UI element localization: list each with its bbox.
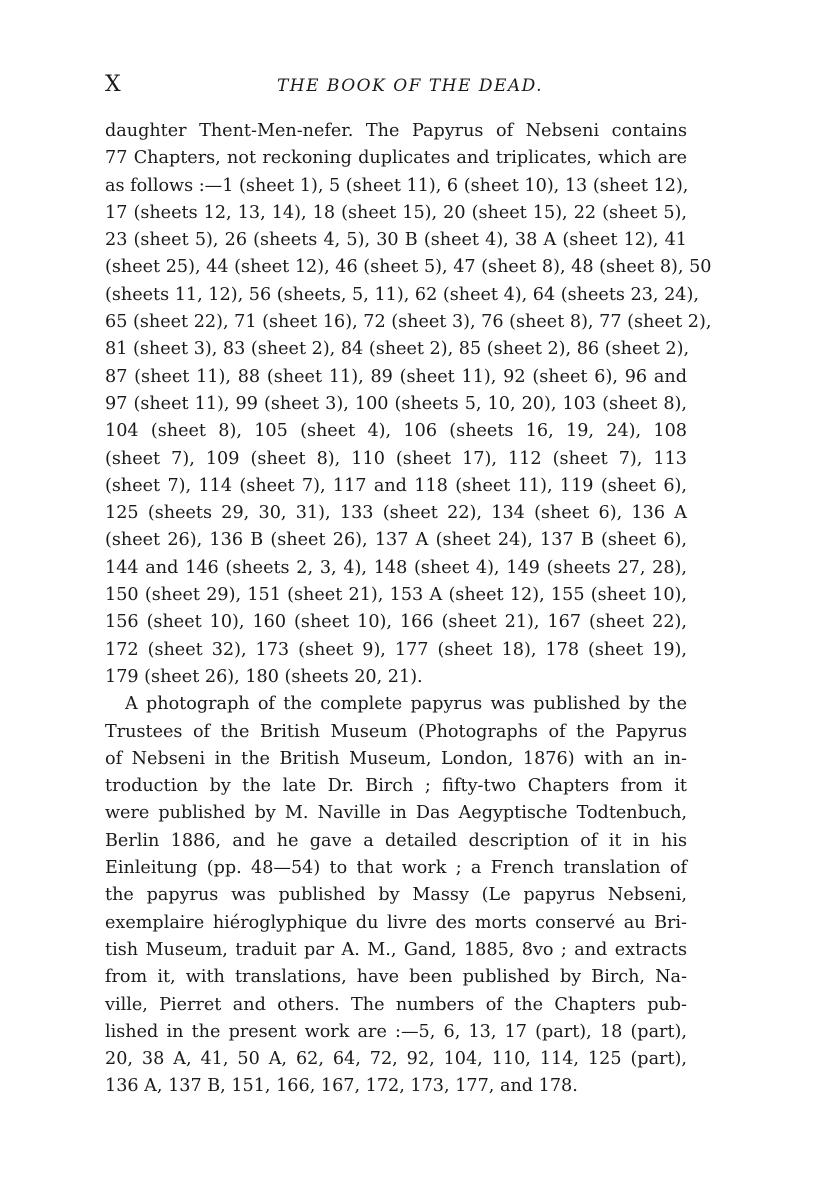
text-line: 150 (sheet 29), 151 (sheet 21), 153 A (sheet 12), 155 (sheet 10), xyxy=(105,585,687,606)
text-line: from it, with translations, have been published by Birch, Na- xyxy=(105,967,687,988)
text-line: (sheet 7), 114 (sheet 7), 117 and 118 (sheet 11), 119 (sheet 6), xyxy=(105,475,687,496)
text-line: 17 (sheets 12, 13, 14), 18 (sheet 15), 20 (sheet 15), 22 (sheet 5), xyxy=(105,202,687,223)
text-line: 20, 38 A, 41, 50 A, 62, 64, 72, 92, 104, 110, 114, 125 (part), xyxy=(105,1049,687,1070)
body-text xyxy=(105,118,712,1101)
text-line: 179 (sheet 26), 180 (sheets 20, 21). xyxy=(105,666,423,687)
text-line: of Nebseni in the British Museum, London, 1876) with an in- xyxy=(105,748,687,769)
text-line: tish Museum, traduit par A. M., Gand, 1885, 8vo ; and extracts xyxy=(105,939,687,960)
text-line: 23 (sheet 5), 26 (sheets 4, 5), 30 B (sheet 4), 38 A (sheet 12), 41 xyxy=(105,230,687,251)
text-line: 81 (sheet 3), 83 (sheet 2), 84 (sheet 2), 85 (sheet 2), 86 (sheet 2), xyxy=(105,339,690,360)
text-line: 125 (sheets 29, 30, 31), 133 (sheet 22), 134 (sheet 6), 136 A xyxy=(105,503,687,524)
text-line: troduction by the late Dr. Birch ; fifty-two Chapters from it xyxy=(105,776,687,797)
text-line: exemplaire hiéroglyphique du livre des morts conservé au Bri- xyxy=(105,912,687,933)
text-line: were published by M. Naville in Das Aegyptische Todtenbuch, xyxy=(105,803,687,824)
text-line: A photograph of the complete papyrus was published by the xyxy=(125,694,687,715)
text-line: 87 (sheet 11), 88 (sheet 11), 89 (sheet 11), 92 (sheet 6), 96 and xyxy=(105,366,687,387)
paragraph-chapter-list xyxy=(105,118,712,691)
text-line: ville, Pierret and others. The numbers of the Chapters pub- xyxy=(105,994,687,1015)
text-line: lished in the present work are :—5, 6, 13, 17 (part), 18 (part), xyxy=(105,1021,687,1042)
text-line: 97 (sheet 11), 99 (sheet 3), 100 (sheets 5, 10, 20), 103 (sheet 8), xyxy=(105,393,687,414)
text-line: 136 A, 137 B, 151, 166, 167, 172, 173, 177, and 178. xyxy=(105,1076,578,1097)
text-line: 144 and 146 (sheets 2, 3, 4), 148 (sheet 4), 149 (sheets 27, 28), xyxy=(105,557,687,578)
text-line: the papyrus was published by Massy (Le papyrus Nebseni, xyxy=(105,885,687,906)
text-line: 156 (sheet 10), 160 (sheet 10), 166 (sheet 21), 167 (sheet 22), xyxy=(105,612,687,633)
text-line: 172 (sheet 32), 173 (sheet 9), 177 (sheet 18), 178 (sheet 19), xyxy=(105,639,687,660)
page-number: X xyxy=(105,72,122,97)
text-line: Berlin 1886, and he gave a detailed description of it in his xyxy=(105,830,687,851)
text-line: 77 Chapters, not reckoning duplicates and triplicates, which are xyxy=(105,148,687,169)
text-line: 104 (sheet 8), 105 (sheet 4), 106 (sheets 16, 19, 24), 108 xyxy=(105,421,687,442)
text-line: as follows :—1 (sheet 1), 5 (sheet 11), 6 (sheet 10), 13 (sheet 12), xyxy=(105,175,689,196)
text-line: (sheet 25), 44 (sheet 12), 46 (sheet 5), 47 (sheet 8), 48 (sheet 8), 50 xyxy=(105,257,712,278)
text-line: (sheet 7), 109 (sheet 8), 110 (sheet 17), 112 (sheet 7), 113 xyxy=(105,448,687,469)
paragraph-publication-history xyxy=(105,691,687,1100)
running-head: THE BOOK OF THE DEAD. xyxy=(276,76,544,96)
text-line: Trustees of the British Museum (Photographs of the Papyrus xyxy=(105,721,687,742)
text-line: 65 (sheet 22), 71 (sheet 16), 72 (sheet 3), 76 (sheet 8), 77 (sheet 2), xyxy=(105,312,712,333)
text-line: daughter Thent-Men-nefer. The Papyrus of Nebseni contains xyxy=(105,121,687,141)
text-line: (sheets 11, 12), 56 (sheets, 5, 11), 62 (sheet 4), 64 (sheets 23, 24), xyxy=(105,284,699,305)
text-line: Einleitung (pp. 48—54) to that work ; a French translation of xyxy=(105,858,687,879)
text-line: (sheet 26), 136 B (sheet 26), 137 A (sheet 24), 137 B (sheet 6), xyxy=(105,530,687,551)
